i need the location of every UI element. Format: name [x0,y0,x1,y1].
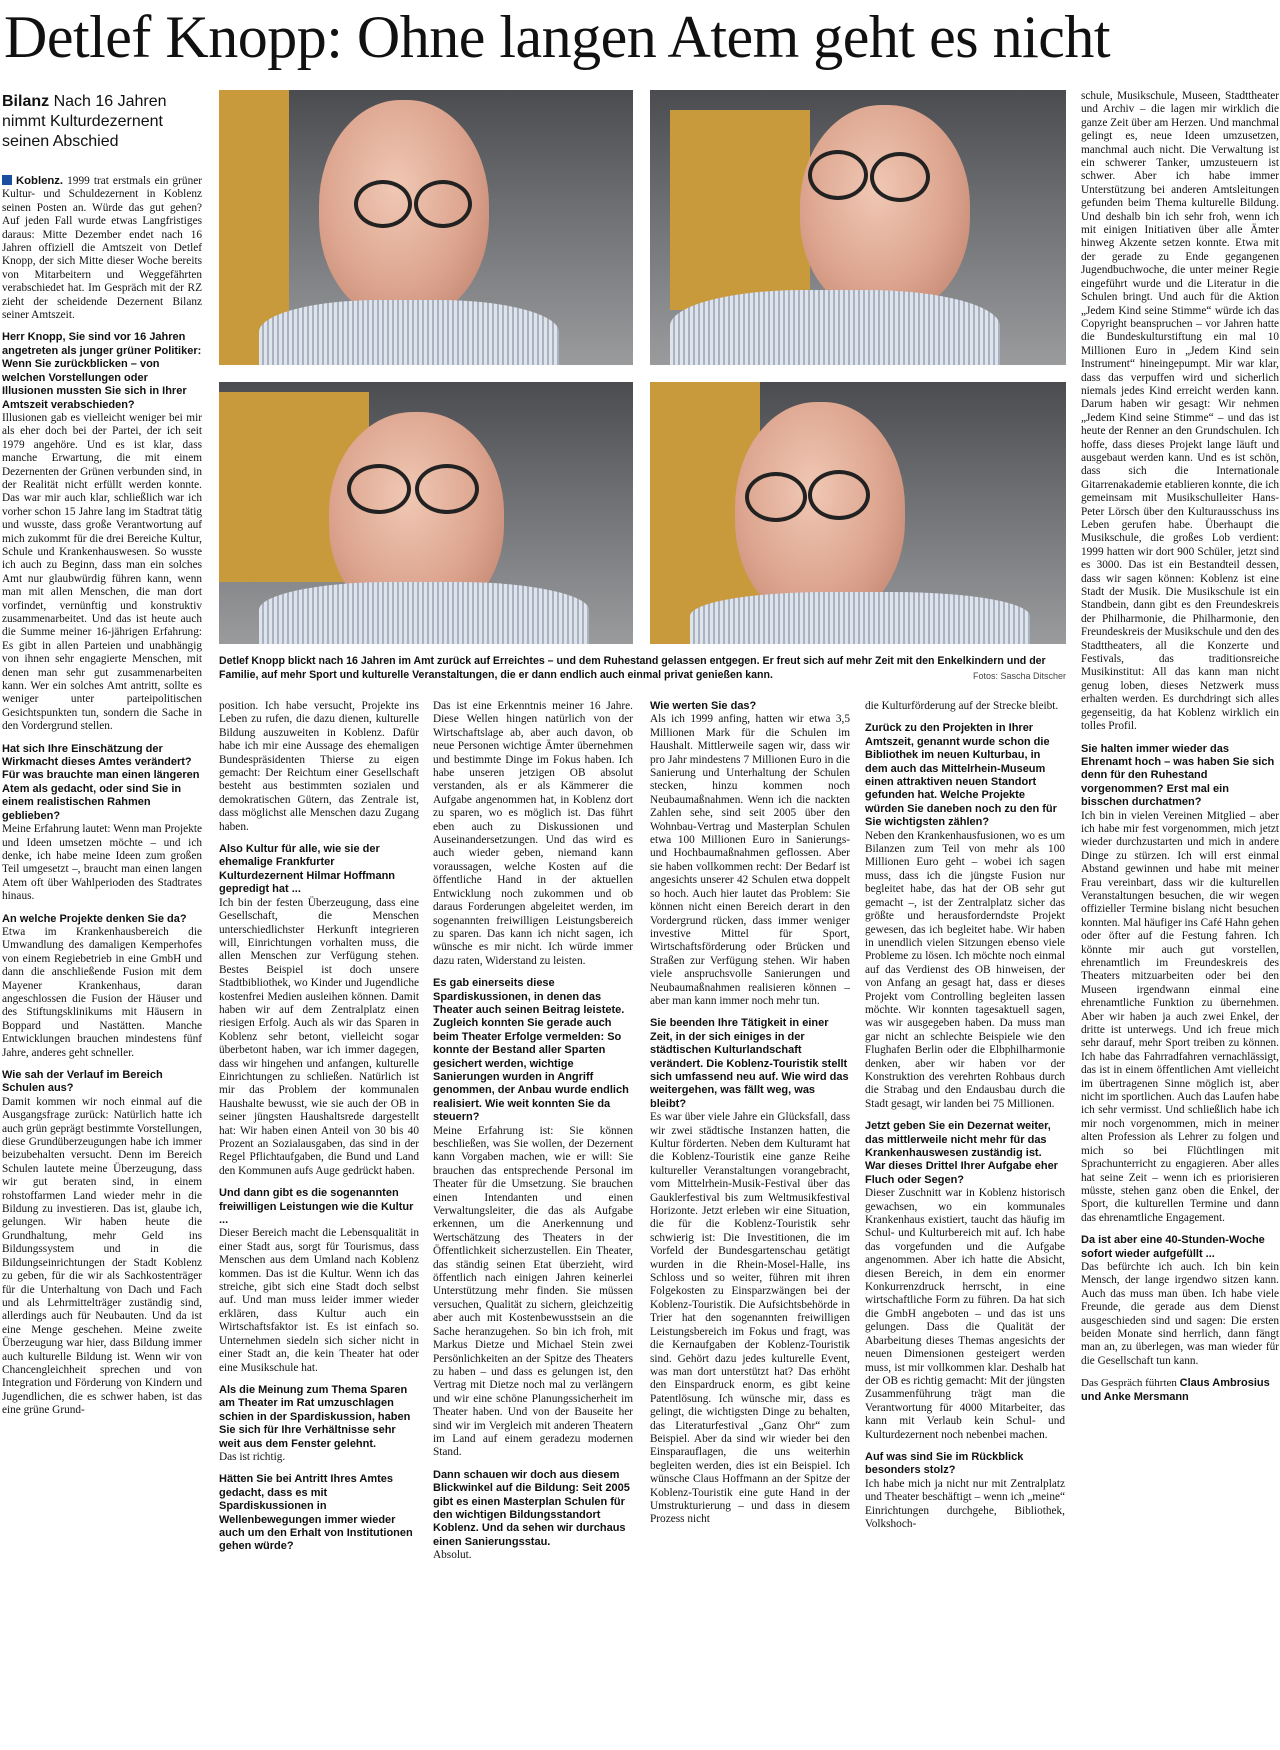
photo-shelf [670,110,810,310]
column-6 [1081,90,1279,1750]
bullet-square-icon [2,175,12,185]
column-3 [433,700,633,1750]
photo-portrait-1 [219,90,633,365]
question: Wie sah der Verlauf im Bereich Schulen aus? [2,1069,163,1095]
column-2 [219,700,419,1750]
question: Herr Knopp, Sie sind vor 16 Jahren angetreten als junger grüner Politiker: Wenn Sie zurückblicken – von welchen Vorstellungen oder Illusionen mussten Sie sich in Ihrer Amtszeit verabschieden? [2,331,202,411]
photo-glasses [745,472,807,522]
question: Zurück zu den Projekten in Ihrer Amtszeit, genannt wurde schon die Bibliothek im neuen Kulturbau, in dem auch das Mittelrhein-Museum einen attraktiven neuen Standort gefunden hat. Welche Projekte würden Sie daneben noch zu den für Sie wichtigsten zählen? [865,722,1057,829]
question: Sie halten immer wieder das Ehrenamt hoch – was haben Sie sich denn für den Ruhestand vorgenommen? Erst mal ein bisschen durchatmen? [1081,742,1275,809]
answer: Meine Erfahrung ist: Sie können beschließen, was Sie wollen, der Dezernent kann Vorgaben machen, wie er will: Sie brauchen das entsprechende Personal im Theater für die Umsetzung. Sie brauchen einen Intendanten und einen Verwaltungsleiter, die das als Aufgabe erkennen, um die Anerkennung und Wertschätzung des Theaters in der Öffentlichkeit sicherzustellen. Ein Theater, das ständig seinen Etat überzieht, wird öffentlich nach einigen Jahren keinerlei Unterstützung mehr finden. Sie müssen versuchen, Qualität zu sichern, gleichzeitig aber auch mit Kostenbewusstsein an die Sache heranzugehen. So bin ich froh, mit Markus Dietze und Michael Stein zwei Persönlichkeiten an der Spitze des Theaters zu haben – und dass es gelungen ist, den Vertrag mit Dietze noch mal zu verlängern und wir eine schöne Planungssicherheit im Theater haben. Und von der Bauseite her sind wir im Vergleich mit anderen Theatern im Land auf einem geradezu modernen Stand. [433,1124,633,1459]
photo-glasses [354,180,412,228]
author-line [1081,1377,1279,1404]
answer: Illusionen gab es vielleicht weniger bei mir als eher doch bei der Partei, der ich seit 1979 angehöre. Und es ist klar, dass manche Erwartung, die mit einem Dezernenten der Grünen verbunden sind, in der Realität nicht erfüllt werden konnte. Das war mir auch klar, schließlich war ich vorher schon 15 Jahre lang im Stadtrat tätig und wusste, dass große Verantwortung auf mich zukommt für die drei Bereiche Kultur, Schule und Krankenhauswesen. So wusste ich auch zu Beginn, dass man ein solches Amt nur glaubwürdig führen kann, wenn man mit allen Menschen, die man dort vorfindet, vernünftig und konstruktiv zusammenarbeitet. Und das ist heute auch die Summe meiner 16-jährigen Erfahrung: Es gibt in allen Parteien und unabhängig von ihnen sehr engagierte Menschen, mit denen man sehr gut zusammenarbeiten kann. Wer ein solches Amt antritt, sollte es weniger unter parteipolitischen Gesichtspunkten tun, sondern die Sache in den Vordergrund stellen. [2,411,202,733]
answer: position. Ich habe versucht, Projekte ins Leben zu rufen, die dazu dienen, kulturelle Bildung auszuweiten in Koblenz. Dafür habe ich mir eine Aussage des ehemaligen Bundespräsidenten Thierse zu eigen gemacht: Der Reichtum einer Gesellschaft besteht aus bestimmten sozialen und demokratischen Gütern, das Zentrale ist, dass möglichst alle Menschen dazu Zugang haben. [219,700,419,833]
kicker-label: Bilanz [2,93,50,110]
question: Hätten Sie bei Antritt Ihres Amtes gedacht, dass es mit Spardiskussionen in Wellenbewegungen immer wieder auch um den Erhalt von Institutionen gehen würde? [219,1473,413,1553]
author-names: Claus Ambrosius und Anke Mersmann [1081,1377,1270,1403]
answer: Dieser Bereich macht die Lebensqualität in einer Stadt aus, sorgt für Tourismus, dass Menschen aus dem Umland nach Koblenz kommen. Das ist die Kultur. Wenn ich das streiche, gibt sich eine Stadt doch selbst auf. Und man muss leider immer wieder erklären, dass Kultur auch ein Wirtschaftsfaktor ist. Es ist einfach so. Unternehmen siedeln sich sicher nicht in einer Stadt an, die kein Theater hat oder eine Musikschule hat. [219,1227,419,1374]
photo-shirt [259,300,559,365]
answer: Ich bin in vielen Vereinen Mitglied – aber ich habe mir fest vorgenommen, mich jetzt wieder durchzustarten und mich in andere Dinge zu stürzen. Ich will erst einmal Abstand gewinnen und habe mit meiner Frau vereinbart, dass wir die kulturellen Veranstaltungen besuchen, die wir wegen offizieller Termine bislang nicht besuchen konnten. Mal häufiger ins Café Hahn gehen oder öfter auf die Festung fahren. Ich könnte mir auch gut vorstellen, ehrenamtlich im Freundeskreis des Theaters mitzuarbeiten oder bei den Museen irgendwann einmal eine ehrenamtliche Funktion zu übernehmen. Aber wir haben ja auch zwei Enkel, der dritte ist unterwegs. Und ich freue mich sehr darauf, mehr Sport treiben zu können. Ich habe das Fahrradfahren vernachlässigt, das ist in einem öffentlichen Amt vielleicht im übertragenen Sinne möglich ist, aber nicht im sportlichen. Auch das Laufen habe ich sehr vermisst. Und schließlich habe ich mir noch vorgenommen, mich in meiner alten Profession als Lehrer zu folgen und mich so bei Flüchtlingen mit Sprachunterricht zu engagieren. Aber alles hat seine Zeit – wenn ich es priorisieren müsste, stehen ganz oben die Enkel, der Sport, die kulturellen Termine und dann das ehrenamtliche Engagement. [1081,809,1279,1224]
photo-portrait-2 [650,90,1066,365]
answer: Meine Erfahrung lautet: Wenn man Projekte und Ideen umsetzen möchte – und ich denke, ich habe meine Ideen zum großen Teil umgesetzt –, braucht man einen langen Atem oft über Wahlperioden des Stadtrates hinaus. [2,823,202,903]
photo-glasses [808,470,870,520]
question: Hat sich Ihre Einschätzung der Wirkmacht dieses Amtes verändert? Für was brauchte man einen längeren Atem als gedacht, oder sind Sie in einem realistischen Rahmen geblieben? [2,742,200,822]
question: Als die Meinung zum Thema Sparen am Theater im Rat umzuschlagen schien in der Spardiskussion, haben Sie sich für Ihre Verhältnisse sehr weit aus dem Fenster gelehnt. [219,1383,411,1450]
photo-portrait-4 [650,382,1066,644]
answer: Es war über viele Jahre ein Glücksfall, dass wir zwei städtische Instanzen hatten, die Kultur förderten. Neben dem Kulturamt hat die Koblenz-Touristik eine ganze Reihe kultureller Veranstaltungen vorangebracht, vom Mittelrhein-Musik-Festival über das Gauklerfestival bis zum Weltmusikfestival Horizonte. Jetzt erleben wir eine Situation, die für die Koblenz-Touristik sehr schwierig ist: Die Investitionen, die im Vorfeld der Bundesgartenschau getätigt wurden in die Rhein-Mosel-Halle, ins Schloss und so weiter, führen mit ihren Folgekosten zu Einsparzwängen bei der Koblenz-Touristik. Die Aufsichtsbehörde in Trier hat den sogenannten freiwilligen Leistungsbereich im Fokus und fragt, was die Kernaufgaben der Koblenz-Touristik sind. Gehört dazu jedes kulturelle Event, was man dort unterstützt hat? Das erhöht den Einspardruck enorm, es gibt keine Patentlösung. Ich wünsche mir, dass es gelingt, die wichtigsten Dinge zu behalten, das Literaturfestival „Ganz Ohr“ zum Beispiel. Aber da sind wir wieder bei den Einsparauflagen, die uns weiterhin begleiten werden, dies ist ein Beispiel. Ich wünsche Claus Hoffmann an der Spitze der Koblenz-Touristik eine gute Hand in der Umstrukturierung – und dass in diesem Prozess nicht [650,1111,850,1526]
question: Es gab einerseits diese Spardiskussionen, in denen das Theater auch seinen Beitrag leistete. Zugleich konnten Sie gerade auch beim Theater Erfolge vermelden: So konnte der Bestand aller Sparten gesichert werden, wichtige Sanierungen wurden in Angriff genommen, der Anbau wurde endlich realisiert. Wie weit konnten Sie da steuern? [433,977,629,1124]
photo-head [800,105,970,315]
question: Da ist aber eine 40-Stunden-Woche sofort wieder aufgefüllt ... [1081,1234,1265,1260]
answer: Das befürchte ich auch. Ich bin kein Mensch, der lange irgendwo sitzen kann. Auch das muss man üben. Ich habe viele Freunde, die gerade aus dem Dienst ausgeschieden sind und sagen: Die ersten beiden Monate sind herrlich, dann fängt man an, zu überlegen, was man wieder für die Gesellschaft tun kann. [1081,1260,1279,1367]
photo-shirt [670,290,1000,365]
author-prefix: Das Gespräch führten [1081,1377,1177,1390]
question: An welche Projekte denken Sie da? [2,912,187,925]
photo-glasses [414,180,472,228]
question: Jetzt geben Sie ein Dezernat weiter, das mittlerweile nicht mehr für das Krankenhauswesen zuständig ist. War dieses Drittel Ihrer Aufgabe eher Fluch oder Segen? [865,1120,1058,1186]
photo-glasses [808,150,868,200]
headline: Detlef Knopp: Ohne langen Atem geht es nicht [4,4,1111,70]
question: Dann schauen wir doch aus diesem Blickwinkel auf die Bildung: Seit 2005 gibt es einen Masterplan Schulen für den wichtigen Bildungsstandort Koblenz. Und da sehen wir durchaus einen Sanierungsstau. [433,1468,630,1548]
answer: schule, Musikschule, Museen, Stadttheater und Archiv – die lagen mir wirklich die ganze Zeit über am Herzen. Und manchmal gelingt es, neue Ideen umzusetzen, manchmal auch nicht. Die Verwaltung ist ein schwerer Tanker, umzusteuern ist schwer. Aber ich habe immer Unterstützung bei anderen Amtsleitungen gefunden beim Thema kulturelle Bildung. Und deshalb bin ich sehr froh, wenn ich mit einigen Initiativen über alle Ämter hinweg Akzente setzen konnte. Etwa mit der gerade zu Ende gegangenen Jugendbuchwoche, die unter meiner Regie eingeführt wurde und die Literatur in die Schulen bringt. Und auch für die Aktion „Jedem Kind seine Stimme“ würde ich das Copyright beanspruchen – vor Jahren hatte die Bundeskulturstiftung ein mal 10 Millionen Euro in „Jedem Kind sein Instrument“ hineingepumpt. Mir war klar, dass das verpuffen wird und sicherlich niemals jedes Kind erreicht werden kann. Darum haben wir gesagt: Wir nehmen „Jedem Kind seine Stimme“ – und das ist heute der Renner an den Grundschulen. Ich hoffe, dass dieses Projekt lange läuft und ausgebaut werden kann. Und es ist schön, dass sich die Internationale Gitarrenakademie etablieren konnte, die ich gemeinsam mit Musikschulleiter Hans-Peter Lörsch über den Kulturausschuss ins Leben gerufen habe. Überhaupt die Musikschule, die großes Lob verdient: 1999 hatten wir dort 900 Schüler, jetzt sind es 3000. Das ist ein Bestandteil dessen, dass wir sagen können: Koblenz ist eine Stadt der Musik. Die Musikschule ist ein Standbein, dann gibt es den Freundeskreis der Philharmonie, die Philharmonie, den Freundeskreis der Musikschule und den des Stadttheaters, all die Konzerte und Festivals, das traditionsreiche Musikinstitut: All das kann man nicht genug loben, dieses Netzwerk muss erhalten werden. Es durchdringt sich alles gegenseitig, da hat Koblenz wirklich ein tolles Profil. [1081,90,1279,733]
answer: Etwa im Krankenhausbereich die Umwandlung des damaligen Kemperhofes von einem Regiebetrieb in eine GmbH und dann die anschließende Fusion mit dem Mayener Krankenhaus, daran angeschlossen die Fusion der Häuser und des Stiftungsklinikums mit Häusern in Boppard und Nastätten. Manche Entwicklungen brauchen mindestens fünf Jahre, anderes geht schneller. [2,925,202,1059]
kicker [2,92,204,152]
answer: Damit kommen wir noch einmal auf die Ausgangsfrage zurück: Natürlich hatte ich auch grün geprägt bestimmte Vorstellungen, diese Grundüberzeugungen habe ich immer beizubehalten versucht. Denn im Bereich Schulen lautete meine Überzeugung, dass wir gut beraten sind, in einem rohstoffarmen Land wieder mehr in die Bildung zu investieren. Das ist, glaube ich, gelungen. Wir haben heute die Grundhaltung, mehr Geld ins Bildungssystem und in die Bildungseinrichtungen der Stadt Koblenz zu geben, für die wir als Sachkostenträger für die Unterhaltung von Dach und Fach und als Lehrmittelträger zuständig sind, allerdings auch für Neubauten. Und da ist eine Menge geschehen. Meine zweite Überzeugung war hier, dass Bildung immer auch kulturelle Bildung ist. Wenn wir von Chancengleichheit sprechen und von Integration und Förderung von Kindern und Jugendlichen, die es schwer haben, ist das eine grüne Grund- [2,1095,202,1417]
intro-place: Koblenz. [16,175,64,187]
question: Sie beenden Ihre Tätigkeit in einer Zeit, in der sich einiges in der städtischen Kulturlandschaft verändert. Die Koblenz-Touristik stellt sich umfassend neu auf. Wie wird das weitergehen, was fällt weg, was bleibt? [650,1017,849,1110]
photo-glasses [870,152,930,202]
photo-credit: Fotos: Sascha Ditscher [972,671,1066,681]
question: Auf was sind Sie im Rückblick besonders stolz? [865,1450,1024,1477]
answer: Dieser Zuschnitt war in Koblenz historisch gewachsen, wo ein kommunales Krankenhaus existiert, taucht das häufig im Schul- und Kulturbereich mit auf. Ich habe das vorgefunden und die Aufgabe angenommen. Aber ich hatte die Absicht, diesen Bereich, in dem ein enormer Konkurrenzdruck herrscht, in eine wirtschaftliche Form zu führen. Da hat sich die GmbH angeboten – und das ist uns gelungen. Dass die Qualität der Abarbeitung dieses Themas angesichts der neuen Dimensionen gesteigert werden muss, ist mir vollkommen klar. Deshalb hat der OB es richtig gemacht: Mit der jüngsten Zusammenführung trägt man die Verantwortung für 4000 Mitarbeiter, das kann mit Verlaub kein Schul- und Kulturdezernent noch nebenbei machen. [865,1187,1065,1441]
question: Wie werten Sie das? [650,700,757,712]
answer: Absolut. [433,1549,472,1562]
question: Also Kultur für alle, wie sie der ehemalige Frankfurter Kulturdezernent Hilmar Hoffmann gepredigt hat ... [219,843,396,896]
photo-shirt [690,592,1030,644]
answer: Das ist eine Erkenntnis meiner 16 Jahre. Diese Wellen hingen natürlich von der Wirtschaftslage ab, aber auch davon, ob neue Personen wichtige Ämter übernehmen und bestimmte Dinge im Fokus haben. Ich habe unseren jetzigen OB absolut verstanden, als er als Kämmerer die Aufgabe angenommen hat, in Koblenz dort zu sparen, wo es möglich ist. Das führt eben auch zu Diskussionen und Auseinandersetzungen. Und das wird es auch wieder geben, niemand kann voraussagen, welche Kosten auf die öffentliche Hand in der aktuellen Entwicklung noch zukommen und ob daraus Forderungen abgeleitet werden, im sogenannten freiwilligen Leistungsbereich zu sparen. Das kann ich nicht sagen, ich wünsche es mir nicht. Ich würde immer dazu raten, Widerstand zu leisten. [433,700,633,967]
answer: Neben den Krankenhausfusionen, wo es um Bilanzen zum Teil von mehr als 100 Millionen Euro geht – wobei ich sagen muss, dass ich die jüngste Fusion nur begleitet habe, das hat der OB sehr gut gemacht –, ist der Zentralplatz sicher das größte und herausforderndste Projekt gewesen, das ich begleitet habe. Wir haben in unendlich vielen Sitzungen ebenso viele Probleme zu lösen. Ich möchte noch einmal auf das Verdienst des OB hinweisen, der von Anfang an gesagt hat, dass er dieses Projekt vom Controlling begleiten lassen möchte. Wir konnten tagesaktuell sagen, was wir ausgegeben haben. Da muss man gar nicht an schlechte Beispiele wie den Flughafen Berlin oder die Elbphilharmonie denken, aber wir haben vor der Konstruktion des verehrten Rohbaus durch die Strabag und den Endausbau durch die Stadt gesagt, wir landen bei 75 Millionen. [865,829,1065,1110]
answer: Ich bin der festen Überzeugung, dass eine Gesellschaft, die Menschen unterschiedlichster Herkunft integrieren will, Einrichtungen vorhalten muss, die allen Menschen zur Verfügung stehen. Bestes Beispiel ist doch unsere Stadtbibliothek, wo Kinder und Jugendliche kostenfrei Medien ausleihen können. Damit haben wir auf dem Zentralplatz einen riesigen Erfolg. Auch als wir das Sparen in Koblenz sehr betont, vielleicht sogar überbetont haben, war ich immer dagegen, dass wir hingehen und anfangen, kulturelle Einrichtungen zu schließen. Natürlich ist mir das Problem der kommunalen Haushalte bewusst, wie sie auch der OB in seiner jüngsten Haushaltsrede dargestellt hat: Wir haben einen Anteil von 30 bis 40 Prozent an Sozialausgaben, das sind in der Regel Pflichtaufgaben, die Bund und Land den Kommunen aufs Auge gedrückt haben. [219,896,419,1177]
intro-paragraph [2,175,202,322]
column-5 [865,700,1065,1750]
kicker-text: Nach 16 Jahren nimmt Kulturdezernent seinen Abschied [2,93,167,150]
photo-portrait-3 [219,382,633,644]
photo-caption: Detlef Knopp blickt nach 16 Jahren im Amt zurück auf Erreichtes – und dem Ruhestand gelassen entgegen. Er freut sich auf mehr Zeit mit den Enkelkindern und der Familie, auf mehr Sport und kulturelle Veranstaltungen, die er dann endlich auch einmal privat genießen kann. [219,655,1046,681]
photo-glasses [415,464,479,514]
photo-shirt [259,582,589,644]
photo-glasses [347,464,411,514]
answer: die Kulturförderung auf der Strecke bleibt. [865,700,1059,712]
column-1 [2,175,202,1750]
answer: Ich habe mich ja nicht nur mit Zentralplatz und Theater beschäftigt – wenn ich „meine“ Einrichtungen durchgehe, Bibliothek, Volkshoch- [865,1477,1065,1530]
answer: Das ist richtig. [219,1450,286,1463]
question: Und dann gibt es die sogenannten freiwilligen Leistungen wie die Kultur ... [219,1187,414,1227]
column-4 [650,700,850,1750]
intro-text: 1999 trat erstmals ein grüner Kultur- und Schuldezernent in Koblenz seinen Posten an. Würde das gut gehen? Auf jeden Fall wurde etwas Langfristiges daraus: Mitte Dezember endet nach 16 Jahren offiziell die Amtszeit von Detlef Knopp, der sich Mitte dieser Woche bereits von Mitarbeitern und Weggefährten verabschiedet hat. Im Gespräch mit der RZ zieht der scheidende Dezernent Bilanz seiner Amtszeit. [2,175,202,322]
answer: Als ich 1999 anfing, hatten wir etwa 3,5 Millionen Mark für die Schulen im Haushalt. Mittlerweile sagen wir, dass wir pro Jahr mindestens 7 Millionen Euro in die Sanierung und Unterhaltung der Schulen stecken, hinzu kommen noch Neubaumaßnahmen. Wenn ich die nackten Zahlen sehe, sind seit 2005 über den Wohnbau-Vertrag und Masterplan Schulen etwa 100 Millionen Euro in Sanierungs- und Hochbaumaßnahmen geflossen. Aber sie haben vollkommen recht: Der Bedarf ist angesichts unserer 42 Schulen etwa doppelt so hoch. Auch hier lautet das Problem: Sie können nicht einen Bereich derart in den Vordergrund rücken, dass immer weniger investive Mittel für Sport, Wirtschaftsförderung oder Brücken und Straßen zur Verfügung stehen. Wir haben viele anspruchsvolle Sanierungen und Neubaumaßnahmen realisieren können – aber man kann immer noch mehr tun. [650,713,850,1007]
